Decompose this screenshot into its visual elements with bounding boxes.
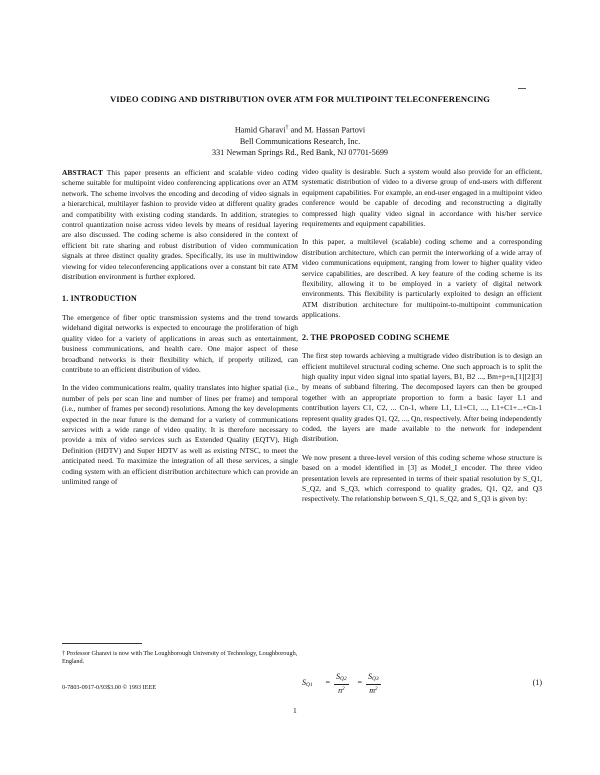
author-line: [0, 123, 600, 136]
fraction-2: [366, 672, 381, 696]
frac2-den-exponent: 2: [375, 687, 378, 692]
abstract-label: ABSTRACT: [62, 168, 103, 177]
fraction-1: [334, 672, 349, 696]
author-1: Hamid Gharavi: [234, 125, 286, 135]
frac1-num-symbol: S: [336, 672, 340, 681]
paper-header: [0, 94, 600, 158]
intro-paragraph-2: In the video communications realm, quality translates into higher spatial (i.e., number of pels per scan line and number of lines per frame) and temporal (i.e., number of frames per second) resolutions. Among the key developments expected in the near future is the demand for a variety of communications services with a wide range of video quality. It is therefore necessary to provide a mix of video services such as Extended Quality (EQTV), High Definition (HDTV) and Super HDTV as well as existing NTSC, to meet the anticipated need. To maximize the integration of all these services, a single coding system with an efficient distribution architecture which can provide an unlimited range of: [62, 383, 298, 486]
abstract-text: This paper presents an efficient and scalable video coding scheme suitable for multipoint video conferencing applications over an ATM network. The scheme involves the encoding and decoding of video signals in a hierarchical, multilayer fashion to provide video at different quality grades and compatibility with existing coding standards. In addition, strategies to control quantization noise across video levels by means of residual layering are also discussed. The coding scheme is also considered in the context of efficient bit rate sharing and robust distribution of video communication signals at three distinct quality grades. Specifically, its use in multiwindow viewing for video teleconferencing applications over a constant bit rate ATM distribution environment is further explored.: [62, 168, 298, 282]
left-column: [62, 168, 298, 495]
section-heading-introduction: 1. INTRODUCTION: [62, 294, 138, 304]
equation-lhs: [302, 678, 313, 688]
equation-number: (1): [532, 678, 542, 687]
footnote-text: Professor Gharavi is now with The Loughborough University of Technology, Loughborough, England.: [62, 650, 298, 665]
abstract-paragraph: [62, 168, 298, 282]
page-number: 1: [293, 706, 297, 715]
fraction-2-numerator: [366, 672, 381, 685]
equals-sign-1: =: [325, 678, 331, 687]
lhs-subscript: Q1: [306, 682, 313, 688]
right-column: [302, 167, 542, 513]
frac2-num-subscript: Q3: [372, 676, 379, 682]
frac2-num-symbol: S: [368, 672, 372, 681]
affiliation-line-2: 331 Newman Springs Rd., Red Bank, NJ 07701-5699: [211, 147, 389, 157]
frac1-den-symbol: n: [338, 686, 343, 695]
paper-title: VIDEO CODING AND DISTRIBUTION OVER ATM FOR MULTIPOINT TELECONFERENCING: [109, 94, 491, 104]
footnote-rule: [62, 643, 142, 644]
right-paragraph-1: video quality is desirable. Such a system would also provide for an efficient, systematic distribution of video to a diverse group of end-users with different equipment capabilities. For example, an end-user engaged in a multipoint video conference would be capable of decoding and reconstructing a digitally compressed high quality video signal in accordance with his/her service requirements and equipment capabilities.: [302, 167, 542, 229]
frac2-den-symbol: m: [369, 686, 375, 695]
right-paragraph-3: The first step towards achieving a multigrade video distribution is to design an efficient multilevel structural coding scheme. One such approach is to split the high quality input video signal into spatial layers, B1, B2 ..., Bm+p+n,[1][2][3] by means of subband filtering. The decomposed layers can then be grouped together with an appropriate proportion to form a basic layer L1 and contribution layers C1, C2, ... Cn-1, where L1, L1+C1, ..., L1+C1+...+Cn-1 represent quality grades Q1, Q2, ..., Qn, respectively. After being independently coded, the layers are made available to the network for independent distribution.: [302, 351, 542, 444]
frac1-num-subscript: Q2: [340, 676, 347, 682]
lhs-symbol: S: [302, 678, 306, 687]
right-paragraph-2: In this paper, a multilevel (scalable) coding scheme and a corresponding distribution architecture, which can permit the interworking of a wide array of video communications equipment, ranging from lower to higher quality video service capabilities, are described. A key feature of the coding scheme is its flexibility, allowing it to be employed in a variety of digital network environments. This flexibility is particularly exploited to design an efficient ATM distribution architecture for multipoint-to-multipoint communication applications.: [302, 237, 542, 320]
scan-artifact: [518, 88, 526, 89]
intro-paragraph-1: The emergence of fiber optic transmission systems and the trend towards widehand digital networks is expected to encourage the proliferation of high quality video for a variety of applications in areas such as entertainment, business communications, and health care. One major aspect of these broadband networks is their flexibility which, if properly utilized, can contribute to an efficient distribution of video.: [62, 312, 298, 374]
fraction-1-denominator: [334, 685, 349, 696]
equals-sign-2: =: [357, 678, 363, 687]
right-paragraph-4: We now present a three-level version of this coding scheme whose structure is based on a model identified in [3] as Model_I encoder. The three video presentation levels are represented in terms of their spatial resolution by S_Q1, S_Q2, and S_Q3, which correspond to quality grades, Q1, Q2, and Q3 respectively. The relationship between S_Q1, S_Q2, and S_Q3 is given by:: [302, 452, 542, 504]
footnote: [62, 650, 298, 665]
dagger-mark: †: [285, 125, 289, 131]
section-heading-coding-scheme: 2. THE PROPOSED CODING SCHEME: [302, 332, 450, 342]
footnote-dagger: †: [62, 650, 66, 657]
affiliation-line-1: Bell Communications Research, Inc.: [239, 136, 361, 146]
frac1-den-exponent: 2: [342, 687, 345, 692]
equation-1: [302, 672, 542, 702]
author-2: and M. Hassan Partovi: [288, 125, 366, 135]
fraction-1-numerator: [334, 672, 349, 685]
copyright-line: 0-7803-0917-0/93$3.00 © 1993 IEEE: [62, 684, 157, 691]
fraction-2-denominator: [366, 685, 381, 696]
